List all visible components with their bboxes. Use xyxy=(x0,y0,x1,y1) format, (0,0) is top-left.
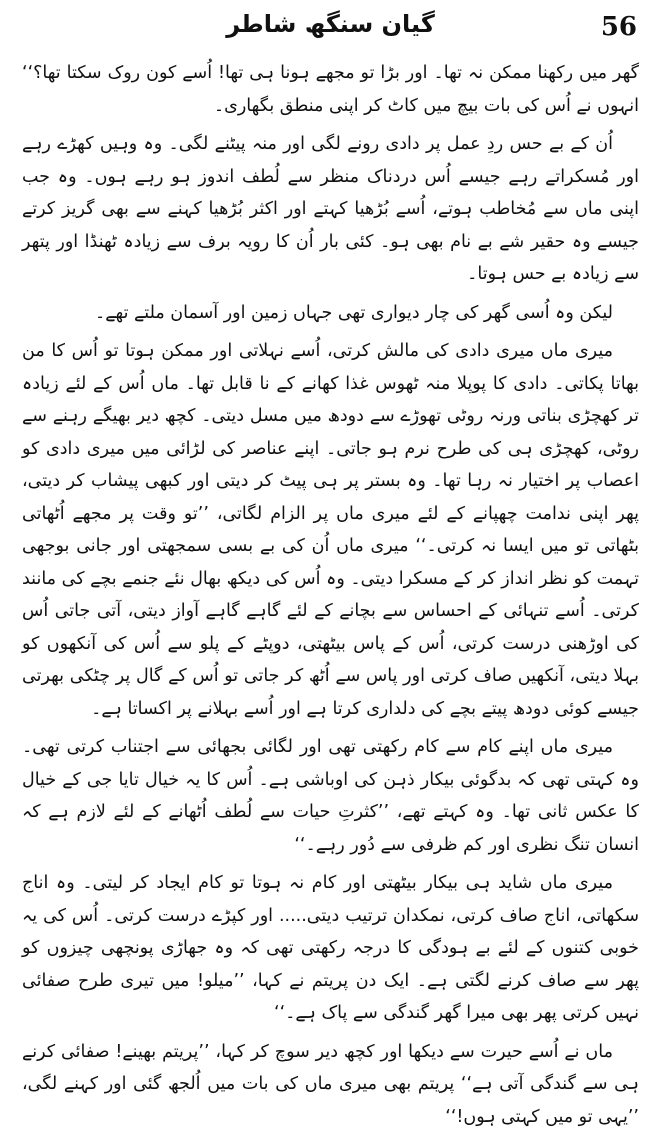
paragraph-4: میری ماں میری دادی کی مالش کرتی، اُسے نہلاتی اور ممکن ہوتا تو اُس کا من بھاتا پکاتی۔ دادی کا پوپلا منہ ٹھوس غذا کھانے کے نا قابل تھا۔ ماں اُس کے لئے زیادہ تر کھچڑی بناتی ورنہ روٹی تھوڑے سے دودھ میں مسل دیتی۔ کچھ دیر بھیگے رہنے سے روٹی، کھچڑی ہی کی طرح نرم ہو جاتی۔ اپنے عناصر کی لڑائی میں میری دادی کو اعصاب پر اختیار نہ رہا تھا۔ وہ بستر پر ہی پیٹ کر دیتی اور کبھی پیشاب کر دیتی، پھر اپنی ندامت چھپانے کے لئے میری ماں پر الزام لگاتی، ’’تو وقت پر مجھے اُٹھاتی بٹھاتی تو میں ایسا نہ کرتی۔‘‘ میری ماں اُن کی بے بسی سمجھتی اور جانی بوجھی تہمت کو نظر انداز کر کے مسکرا دیتی۔ وہ اُس کی دیکھ بھال نئے جنمے بچے کی مانند کرتی۔ اُسے تنہائی کے احساس سے بچانے کے لئے گاہے گاہے آواز دیتی، آتی جاتی اُس کی اوڑھنی درست کرتی، اُس کے پاس بیٹھتی، دوپٹے کے پلو سے اُس کی آنکھوں کو بہلا دیتی، آنکھیں صاف کرتی اور پاس سے اُٹھ کر جاتی تو اُس کے گال پر چٹکی بھرتی جیسے کوئی دودھ پیتے بچے کی دلداری کرتا ہے اور اُسے بہلانے پر اکساتا ہے۔ xyxy=(22,335,639,725)
page-header xyxy=(22,8,639,57)
paragraph-3: لیکن وہ اُسی گھر کی چار دیواری تھی جہاں زمین اور آسمان ملتے تھے۔ xyxy=(22,297,639,330)
paragraph-2: اُن کے بے حس ردِ عمل پر دادی رونے لگی اور منہ پیٹنے لگی۔ وہ وہیں کھڑے رہے اور مُسکراتے رہے جیسے اُس دردناک منظر سے لُطف اندوز ہو رہے ہوں۔ وہ جب اپنی ماں سے مُخاطب ہوتے، اُسے بُڑھیا کہتے اور اکثر بُڑھیا کہنے سے بھی گریز کرتے جیسے وہ حقیر شے بے نام بھی ہو۔ کئی بار اُن کا رویہ برف سے زیادہ ٹھنڈا اور پتھر سے زیادہ بے حس ہوتا۔ xyxy=(22,128,639,291)
paragraph-6: میری ماں شاید ہی بیکار بیٹھتی اور کام نہ ہوتا تو کام ایجاد کر لیتی۔ وہ اناج سکھاتی، اناج صاف کرتی، نمکدان ترتیب دیتی..... اور کپڑے درست کرتی۔ اُس کی یہ خوبی کتنوں کے لئے بے ہودگی کا درجہ رکھتی تھی کہ وہ جھاڑی پونچھی چیزوں کو پھر سے صاف کرنے لگتی ہے۔ ایک دن پریتم نے کہا، ’’میلو! میں تیری طرح صفائی نہیں کرتی پھر بھی میرا گھر گندگی سے پاک ہے۔‘‘ xyxy=(22,867,639,1030)
page-number: 56 xyxy=(601,12,637,42)
running-head: گیان سنگھ شاطر xyxy=(22,10,639,38)
paragraph-1: گھر میں رکھنا ممکن نہ تھا۔ اور بڑا تو مجھے ہونا ہی تھا! اُسے کون روک سکتا تھا؟‘‘ انہوں نے اُس کی بات بیچ میں کاٹ کر اپنی منطق بگھاری۔ xyxy=(22,57,639,122)
paragraph-5: میری ماں اپنے کام سے کام رکھتی تھی اور لگائی بجھائی سے اجتناب کرتی تھی۔ وہ کہتی تھی کہ بدگوئی بیکار ذہن کی اوباشی ہے۔ اُس کا یہ خیال تایا جی کے خیال کا عکس ثانی تھا۔ وہ کہتے تھے، ’’کثرتِ حیات سے لُطف اُٹھانے کے لئے لازم ہے کہ انسان تنگ نظری اور کم ظرفی سے دُور رہے۔‘‘ xyxy=(22,731,639,861)
page-body xyxy=(22,57,639,1133)
paragraph-7: ماں نے اُسے حیرت سے دیکھا اور کچھ دیر سوچ کر کہا، ’’پریتم بھینے! صفائی کرنے ہی سے گندگی آتی ہے‘‘ پریتم بھی میری ماں کی بات میں اُلجھ گئی اور کہنے لگی، ’’یہی تو میں کہتی ہوں!‘‘ xyxy=(22,1036,639,1133)
